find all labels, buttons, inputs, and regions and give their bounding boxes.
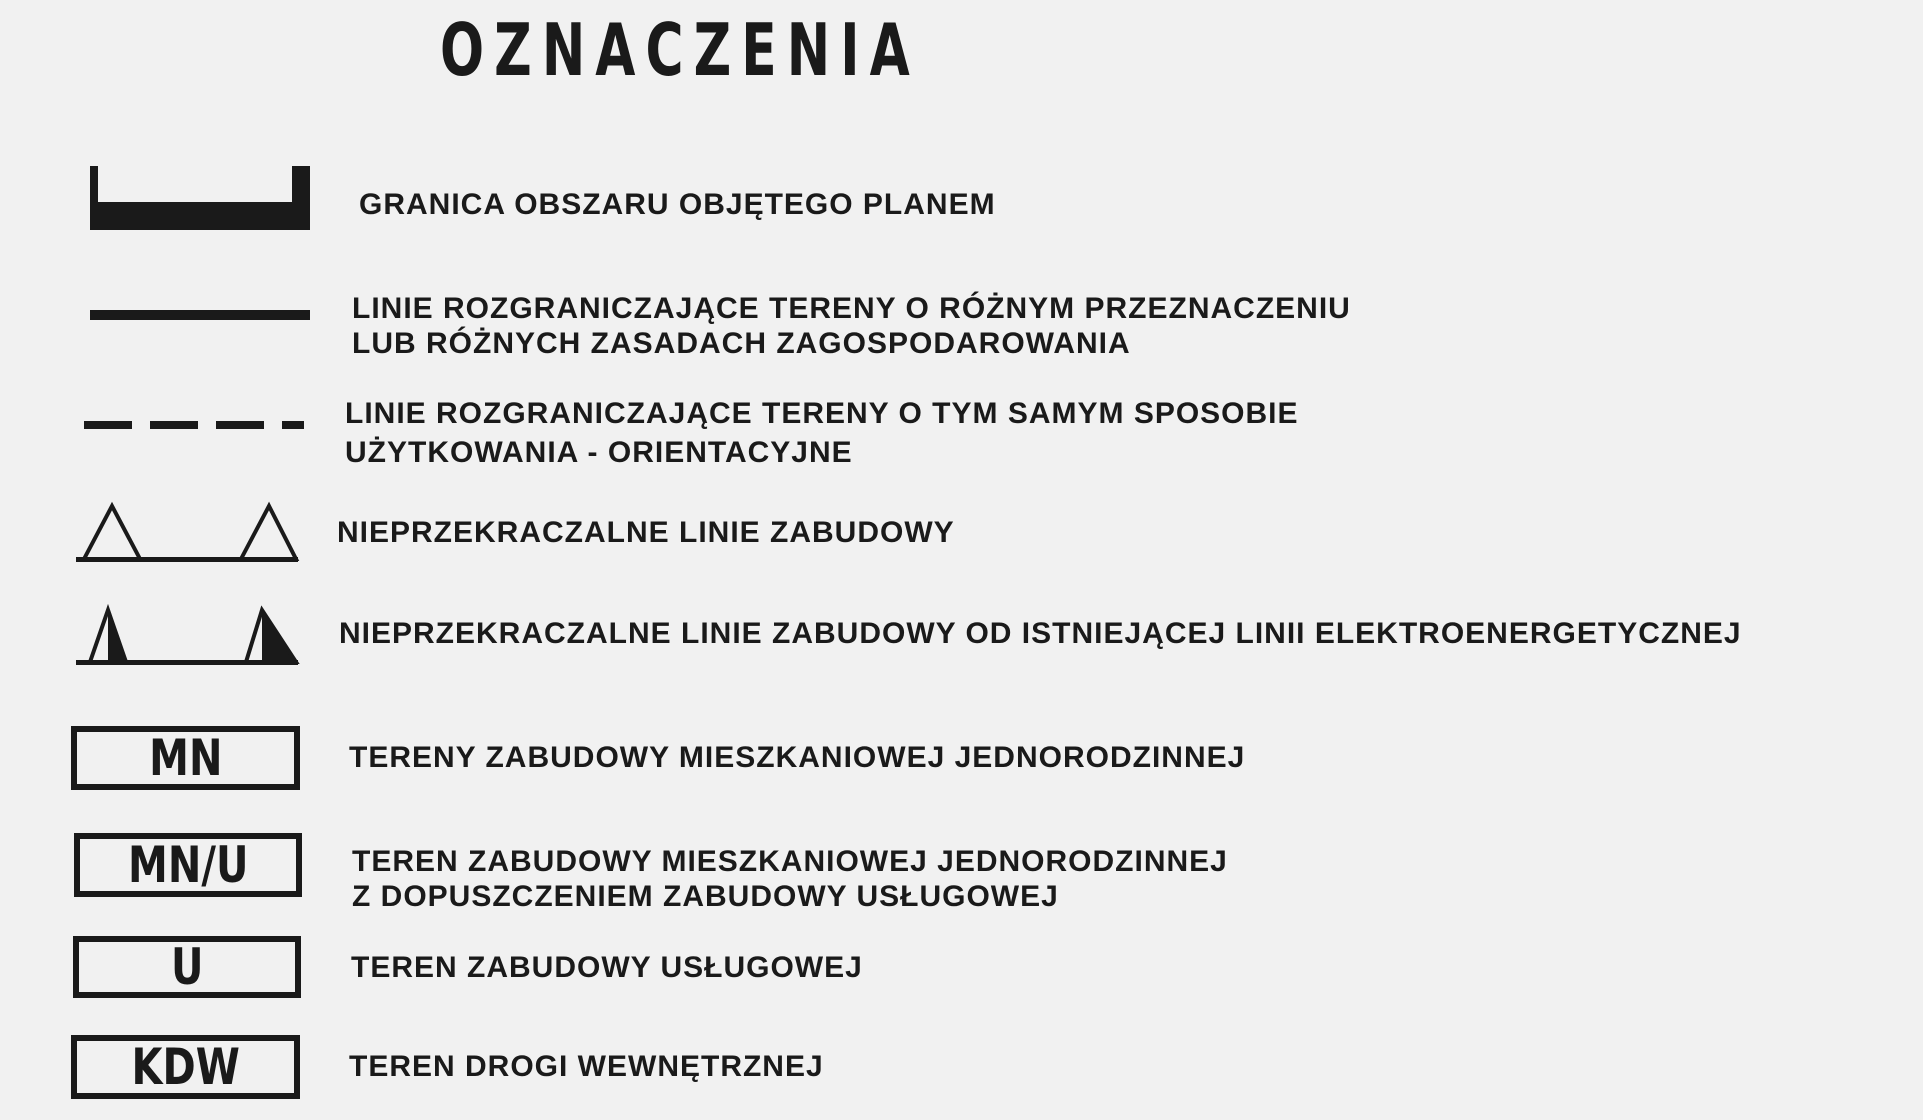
mn-label: TERENY ZABUDOWY MIESZKANIOWEJ JEDNORODZINNEJ bbox=[349, 741, 1246, 774]
building-line-power-symbol bbox=[74, 602, 300, 668]
building-line-label: NIEPRZEKRACZALNE LINIE ZABUDOWY bbox=[337, 516, 955, 549]
mnu-code: MN/U bbox=[127, 836, 249, 894]
building-line-power-label: NIEPRZEKRACZALNE LINIE ZABUDOWY OD ISTNIEJĄCEJ LINII ELEKTROENERGETYCZNEJ bbox=[339, 617, 1742, 650]
solid-dividing-line-symbol bbox=[88, 308, 312, 322]
kdw-label: TEREN DROGI WEWNĘTRZNEJ bbox=[349, 1050, 824, 1083]
dashed-dividing-line-label: LINIE ROZGRANICZAJĄCE TERENY O TYM SAMYM SPOSOBIE UŻYTKOWANIA - ORIENTACYJNE bbox=[345, 397, 1299, 469]
dashed-dividing-line-symbol bbox=[82, 418, 307, 432]
mnu-label: TEREN ZABUDOWY MIESZKANIOWEJ JEDNORODZINNEJ Z DOPUSZCZENIEM ZABUDOWY USŁUGOWEJ bbox=[352, 845, 1228, 913]
solid-dividing-line-label: LINIE ROZGRANICZAJĄCE TERENY O RÓŻNYM PRZEZNACZENIU LUB RÓŻNYCH ZASADACH ZAGOSPODAROWANIA bbox=[352, 292, 1351, 360]
mn-code: MN bbox=[148, 729, 223, 787]
mn-code-box bbox=[71, 726, 300, 790]
u-code: U bbox=[170, 938, 204, 996]
legend-title: OZNACZENIA bbox=[440, 8, 920, 92]
kdw-code: KDW bbox=[131, 1038, 240, 1096]
plan-boundary-label: GRANICA OBSZARU OBJĘTEGO PLANEM bbox=[359, 188, 996, 221]
kdw-code-box bbox=[71, 1035, 300, 1099]
u-label: TEREN ZABUDOWY USŁUGOWEJ bbox=[351, 951, 863, 984]
u-code-box bbox=[73, 936, 301, 998]
mnu-code-box bbox=[74, 833, 302, 897]
plan-boundary-symbol bbox=[88, 166, 313, 232]
building-line-symbol bbox=[74, 500, 300, 566]
